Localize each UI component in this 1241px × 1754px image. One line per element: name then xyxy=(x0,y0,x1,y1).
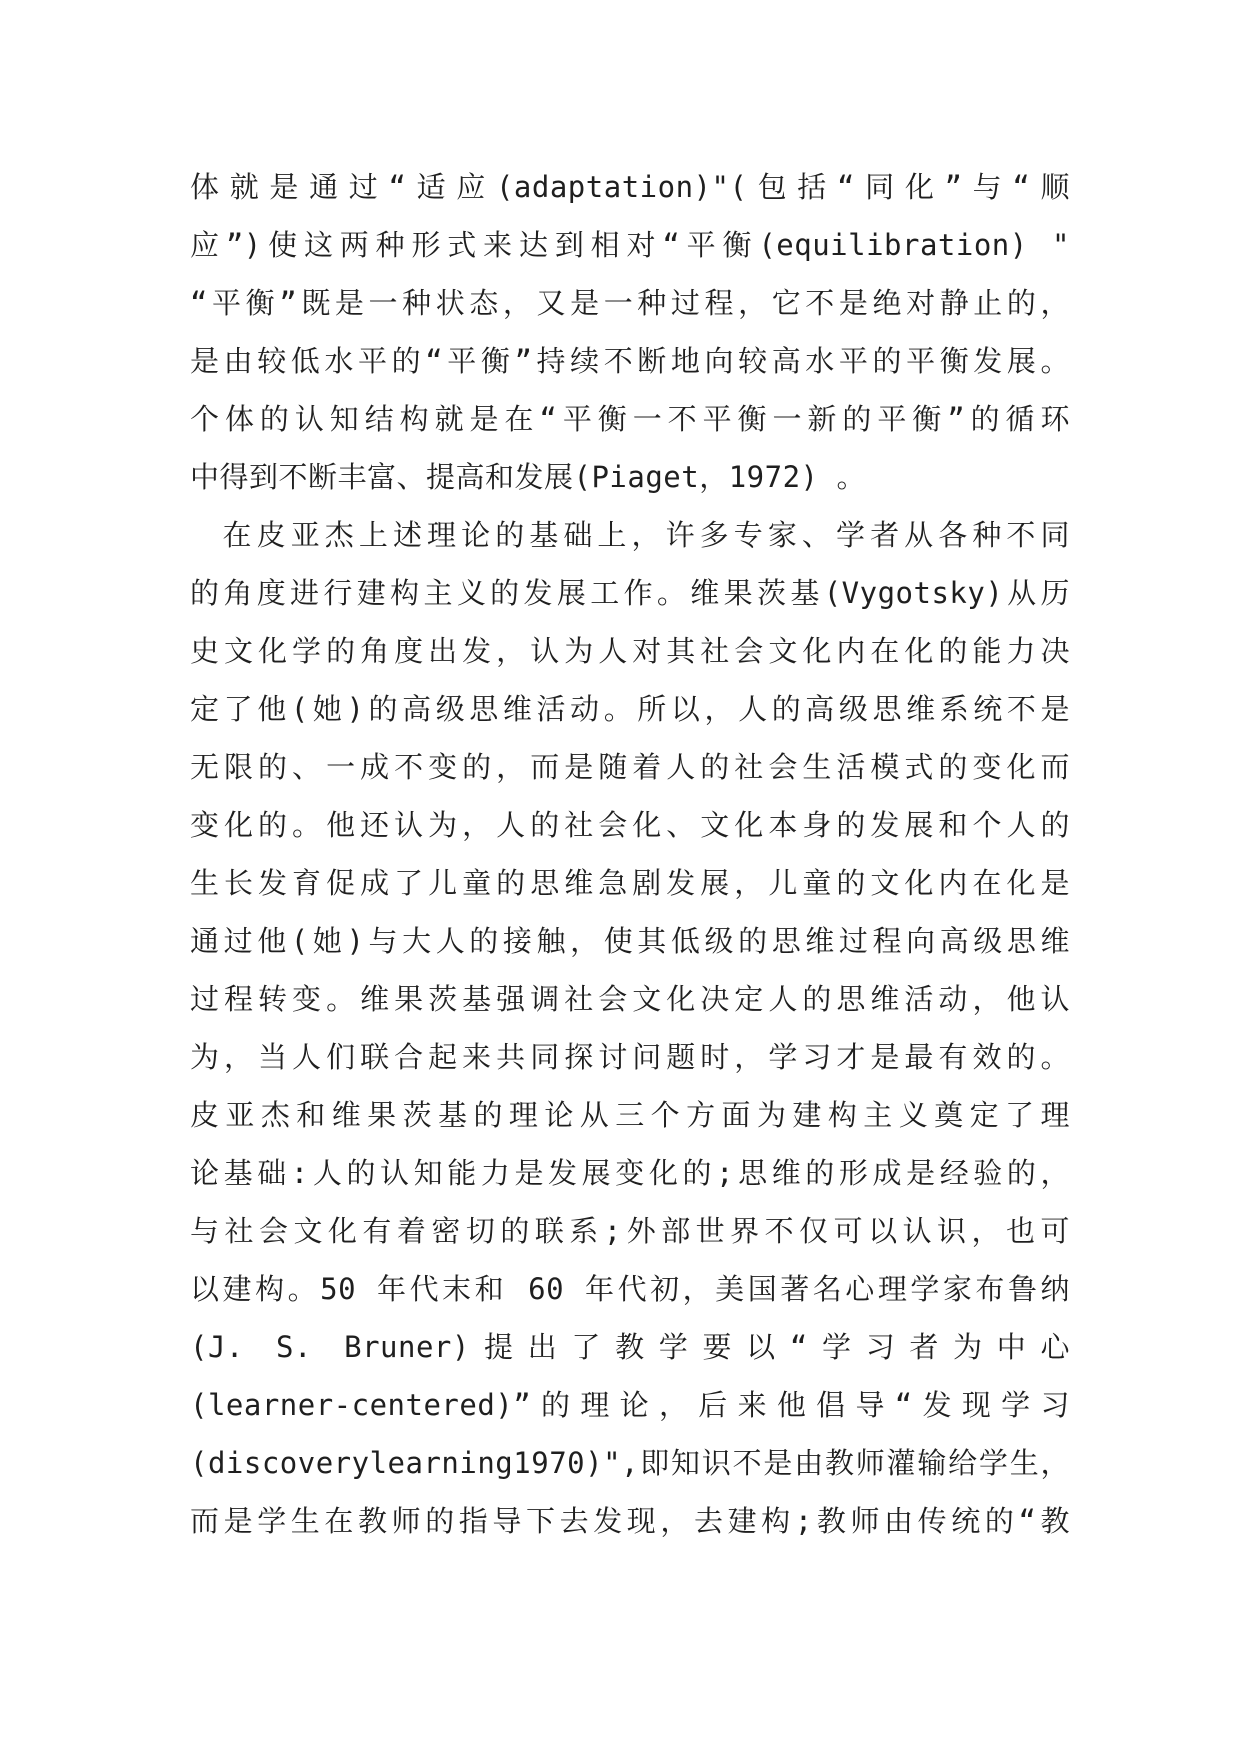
text-line: 论基础:人的认知能力是发展变化的;思维的形成是经验的， xyxy=(190,1156,1070,1190)
text-line: (learner-centered)”的理论，后来他倡导“发现学习 xyxy=(190,1388,1070,1422)
text-line: (J. S. Bruner)提出了教学要以“学习者为中心 xyxy=(190,1330,1070,1364)
text-line: 中得到不断丰富、提高和发展(Piaget，1972) 。 xyxy=(190,460,866,494)
text-line: 过程转变。维果茨基强调社会文化决定人的思维活动，他认 xyxy=(190,982,1070,1016)
text-line: 定了他(她)的高级思维活动。所以，人的高级思维系统不是 xyxy=(190,692,1070,726)
text-line: 的角度进行建构主义的发展工作。维果茨基(Vygotsky)从历 xyxy=(190,576,1070,610)
text-line: 无限的、一成不变的，而是随着人的社会生活模式的变化而 xyxy=(190,750,1070,784)
text-line: 皮亚杰和维果茨基的理论从三个方面为建构主义奠定了理 xyxy=(190,1098,1070,1132)
text-line: 通过他(她)与大人的接触，使其低级的思维过程向高级思维 xyxy=(190,924,1070,958)
text-line: 以建构。50 年代末和 60 年代初，美国著名心理学家布鲁纳 xyxy=(190,1272,1070,1306)
text-line: “平衡”既是一种状态，又是一种过程，它不是绝对静止的， xyxy=(190,286,1070,320)
text-line: 与社会文化有着密切的联系;外部世界不仅可以认识，也可 xyxy=(190,1214,1070,1248)
text-line: 体就是通过“适应(adaptation)"(包括“同化”与“顺 xyxy=(190,170,1070,204)
text-line: 史文化学的角度出发，认为人对其社会文化内在化的能力决 xyxy=(190,634,1070,668)
text-line: 是由较低水平的“平衡”持续不断地向较高水平的平衡发展。 xyxy=(190,344,1070,378)
text-line: 应”)使这两种形式来达到相对“平衡(equilibration) " xyxy=(190,228,1070,262)
text-line: 而是学生在教师的指导下去发现，去建构;教师由传统的“教 xyxy=(190,1504,1070,1538)
text-line: 生长发育促成了儿童的思维急剧发展，儿童的文化内在化是 xyxy=(190,866,1070,900)
paragraph-start-line: 在皮亚杰上述理论的基础上，许多专家、学者从各种不同 xyxy=(200,518,1070,552)
text-line: 变化的。他还认为，人的社会化、文化本身的发展和个人的 xyxy=(190,808,1070,842)
text-line: 为，当人们联合起来共同探讨问题时，学习才是最有效的。 xyxy=(190,1040,1070,1074)
text-line: (discoverylearning1970)",即知识不是由教师灌输给学生， xyxy=(190,1446,1070,1480)
text-line: 个体的认知结构就是在“平衡一不平衡一新的平衡”的循环 xyxy=(190,402,1070,436)
body-text xyxy=(190,158,1070,1550)
